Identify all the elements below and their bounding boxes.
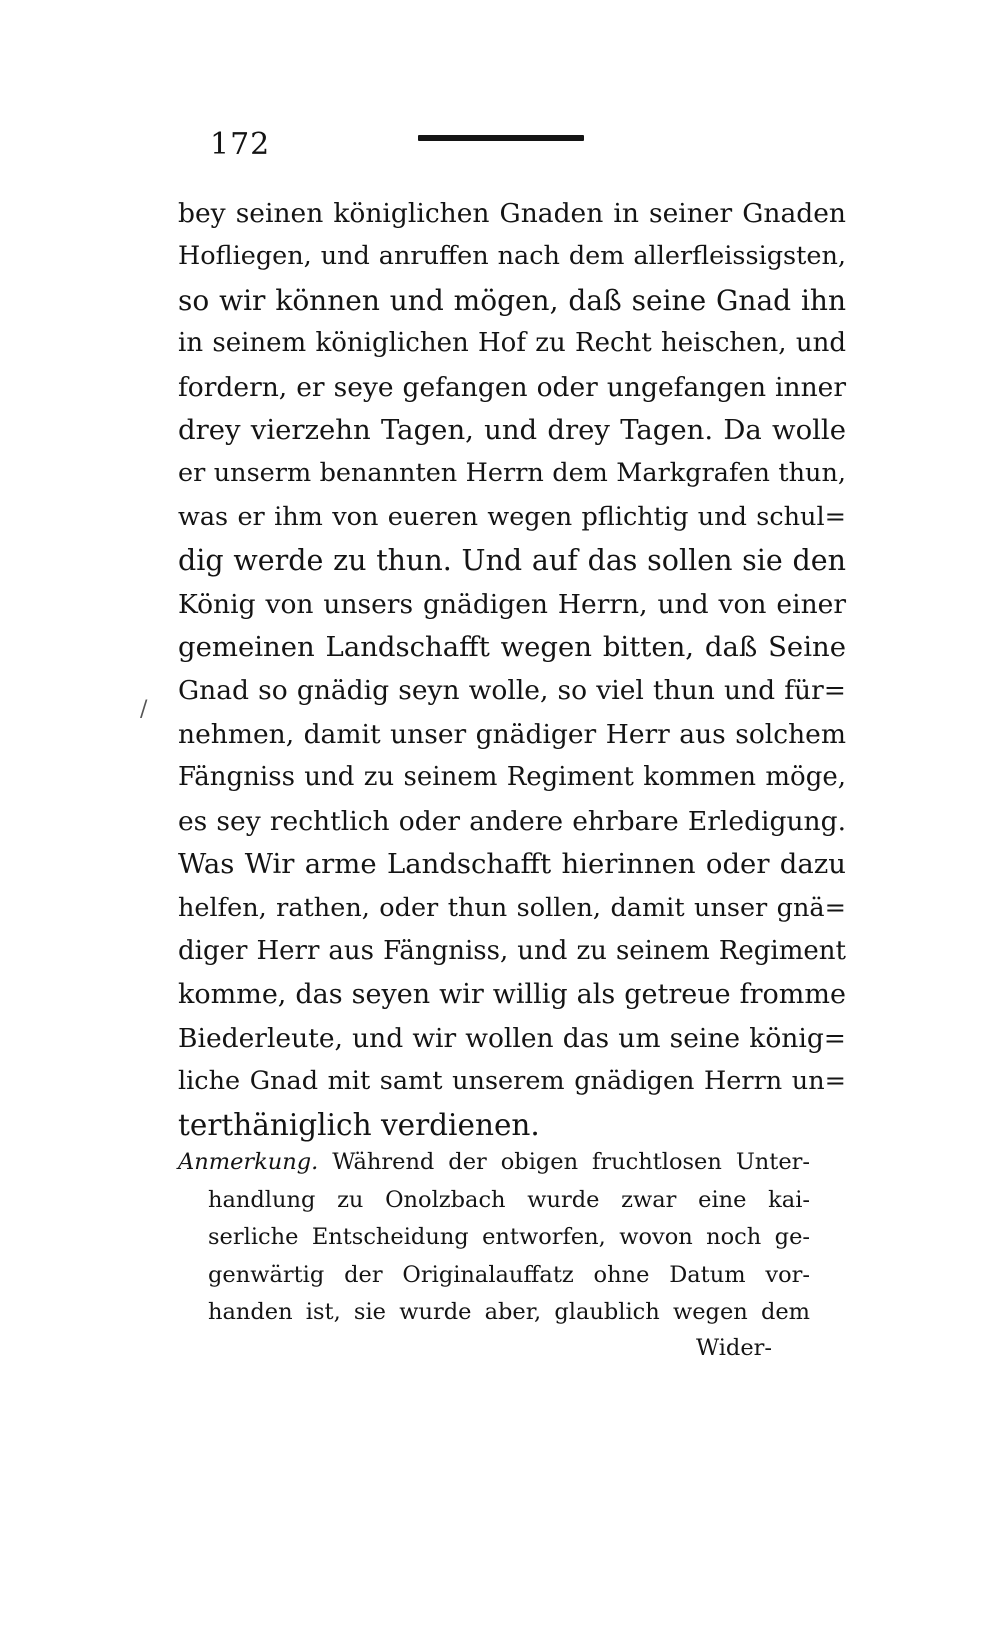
catchword: Wider- [696, 1335, 773, 1361]
body-line: nehmen, damit unser gnädiger Herr aus solchem [178, 718, 846, 750]
header-rule [418, 135, 584, 141]
page-header [200, 125, 840, 175]
body-line: terthäniglich verdienen. [178, 1107, 540, 1142]
body-line: Was Wir arme Landschafft hierinnen oder dazu [178, 848, 846, 881]
body-text [178, 192, 846, 1147]
footnote-line-text: Während der obigen fruchtlosen Unter- [332, 1149, 810, 1175]
body-line: Gnad so gnädig seyn wolle, so viel thun und für= [178, 675, 846, 707]
footnote-first-line [178, 1144, 810, 1182]
body-line: gemeinen Landschafft wegen bitten, daß Seine [178, 631, 846, 664]
margin-mark: / [140, 697, 148, 722]
body-line: drey vierzehn Tagen, und drey Tagen. Da wolle [178, 414, 846, 447]
body-line: helfen, rathen, oder thun sollen, damit unser gnä= [178, 892, 846, 923]
footnote-line: genwärtig der Originalauffatz ohne Datum vor- [208, 1261, 810, 1288]
footnote-line: handlung zu Onolzbach wurde zwar eine kai- [208, 1186, 810, 1213]
body-line: er unserm benannten Herrn dem Markgrafen thun, [178, 458, 846, 489]
body-line: in seinem königlichen Hof zu Recht heischen, und [178, 328, 846, 359]
footnote-line: handen ist, sie wurde aber, glaublich wegen dem [208, 1299, 810, 1325]
footnote-label: Anmerkung. [178, 1149, 319, 1175]
footnote [178, 1144, 810, 1332]
body-line: liche Gnad mit samt unserem gnädigen Herrn un= [178, 1066, 846, 1097]
body-line: fordern, er seye gefangen oder ungefangen inner [178, 371, 846, 403]
body-line: Fängniss und zu seinem Regiment kommen möge, [178, 762, 846, 793]
body-line: Hofliegen, und anruffen nach dem allerfleissigsten, [178, 241, 846, 272]
body-line: bey seinen königlichen Gnaden in seiner Gnaden [178, 198, 846, 229]
body-line: so wir können und mögen, daß seine Gnad ihn [178, 283, 846, 317]
body-line: König von unsers gnädigen Herrn, und von einer [178, 588, 846, 620]
body-line: komme, das seyen wir willig als getreue fromme [178, 979, 846, 1011]
footnote-line: serliche Entscheidung entworfen, wovon noch ge- [208, 1224, 810, 1250]
body-line: diger Herr aus Fängniss, und zu seinem Regiment [178, 935, 846, 966]
body-line: dig werde zu thun. Und auf das sollen sie den [178, 544, 846, 578]
body-line: Biederleute, und wir wollen das um seine könig= [178, 1022, 846, 1054]
body-line: was er ihm von eueren wegen pflichtig und schul= [178, 501, 846, 532]
body-line: es sey rechtlich oder andere ehrbare Erledigung. [178, 805, 846, 837]
page-number: 172 [210, 127, 271, 162]
